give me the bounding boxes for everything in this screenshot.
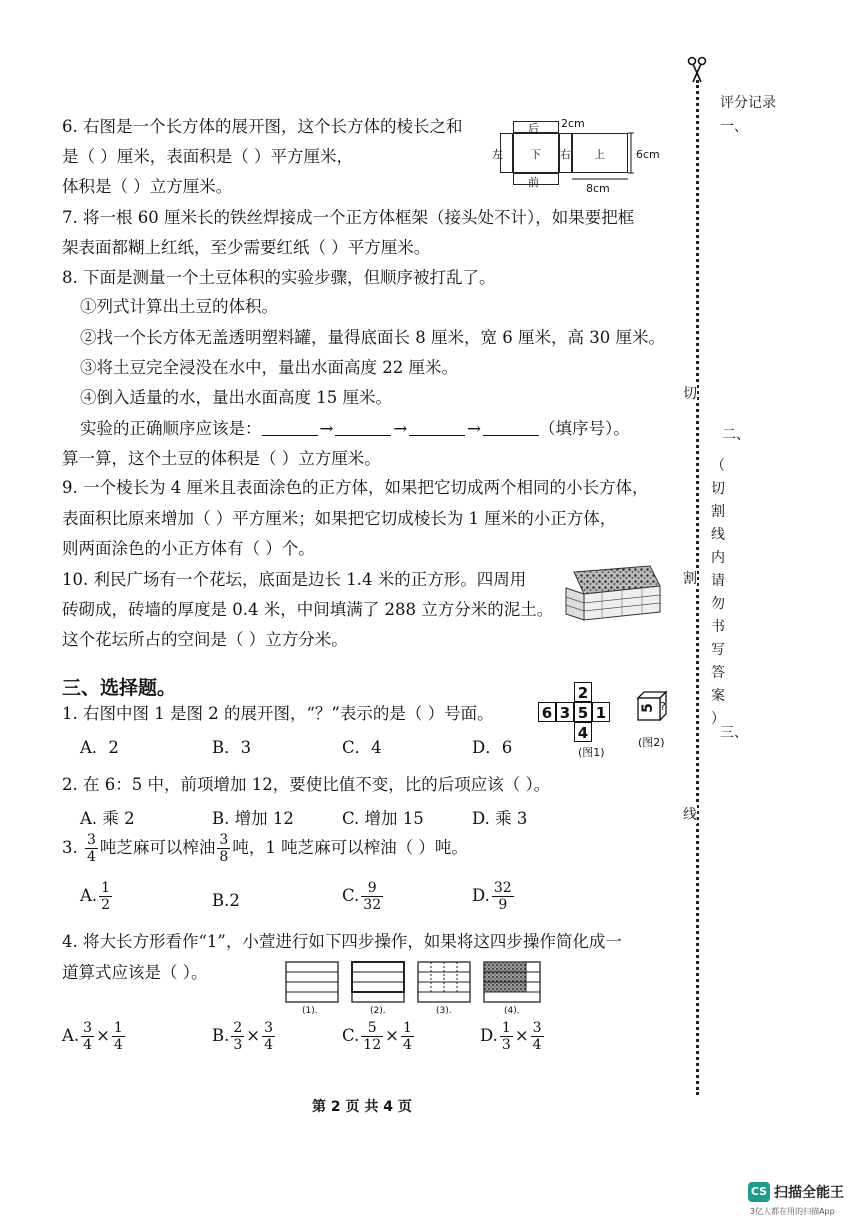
net-cell: 4 <box>574 722 592 742</box>
cut-label-2: 割 <box>683 568 697 588</box>
q8-step2: ②找一个长方体无盖透明塑料罐，量得底面长 8 厘米，宽 6 厘米，高 30 厘米。 <box>80 328 665 347</box>
flower-bed-image <box>562 562 662 624</box>
step-label-1: (1). <box>302 1006 318 1016</box>
net-cell: 2 <box>574 682 592 702</box>
c3-option-c: C. $\frac{9}{32}$ <box>342 880 382 913</box>
watermark-subtitle: 3亿人都在用的扫描App <box>750 1207 835 1216</box>
watermark-name: 扫描全能王 <box>774 1185 844 1201</box>
q6-line3: 体积是（ ）立方厘米。 <box>62 177 233 196</box>
q6-line2: 是（ ）厘米，表面积是（ ）平方厘米， <box>62 147 353 166</box>
c1-option-b: B．3 <box>212 738 252 757</box>
score-section-two: 二、 <box>722 427 750 443</box>
net-cell: 5 <box>574 702 592 722</box>
c2-option-d: D. 乘 3 <box>472 809 528 828</box>
q8-step1: ①列式计算出土豆的体积。 <box>80 297 278 316</box>
fig2-caption: (图2) <box>638 736 665 749</box>
q8-line1: 8. 下面是测量一个土豆体积的实验步骤，但顺序被打乱了。 <box>62 268 496 287</box>
cube-face-question: ? <box>660 700 666 713</box>
q9-line3: 则两面涂色的小正方体有（ ）个。 <box>62 539 315 558</box>
step-label-2: (2). <box>370 1006 386 1016</box>
c3-option-b: B.2 <box>212 891 240 910</box>
rect-step-diagrams <box>284 960 544 1020</box>
c4-option-b: B. $\frac{2}{3}$ × $\frac{3}{4}$ <box>212 1020 274 1053</box>
score-section-three: 三、 <box>720 725 748 741</box>
c4-line1: 4. 将大长方形看作“1”，小萱进行如下四步操作，如果将这四步操作简化成一 <box>62 932 622 951</box>
c4-line2: 道算式应该是（ ）。 <box>62 963 208 982</box>
q8-order-line: 实验的正确顺序应该是： → → → （填序号）。 <box>80 419 630 438</box>
cs-logo-icon: CS <box>748 1182 770 1202</box>
q10-line2: 砖砌成，砖墙的厚度是 0.4 米，中间填满了 288 立方分米的泥土。 <box>62 600 554 619</box>
q8-calc-line: 算一算，这个土豆的体积是（ ）立方厘米。 <box>62 449 381 468</box>
net-face-left: 左 <box>492 148 503 161</box>
cut-line-notice: （ 切 割 线 内 请 勿 书 写 答 案 ） <box>711 458 725 727</box>
c3-option-d: D. $\frac{32}{9}$ <box>472 880 512 913</box>
q7-line1: 7. 将一根 60 厘米长的铁丝焊接成一个正方体框架（接头处不计），如果要把框 <box>62 208 635 227</box>
score-section-one: 一、 <box>720 119 748 135</box>
c2-option-a: A. 乘 2 <box>80 809 135 828</box>
score-record-title: 评分记录 <box>720 95 776 111</box>
c2-stem: 2. 在 6：5 中，前项增加 12，要使比值不变，比的后项应该（ ）。 <box>62 775 551 794</box>
q7-line2: 架表面都糊上红纸，至少需要红纸（ ）平方厘米。 <box>62 238 431 257</box>
c4-option-d: D. $\frac{1}{3}$ × $\frac{3}{4}$ <box>480 1020 542 1053</box>
net-face-front: 前 <box>528 176 539 189</box>
net-dim-2cm: 2cm <box>561 117 585 130</box>
section-three-title: 三、选择题。 <box>62 677 177 699</box>
fig1-caption: (图1) <box>578 746 605 759</box>
cube-net-figure <box>538 682 628 762</box>
q8-step4: ④倒入适量的水，量出水面高度 15 厘米。 <box>80 388 392 407</box>
c4-option-c: C. $\frac{5}{12}$ × $\frac{1}{4}$ <box>342 1020 412 1053</box>
c2-option-c: C. 增加 15 <box>342 809 424 828</box>
c1-option-d: D．6 <box>472 738 513 757</box>
c2-option-b: B. 增加 12 <box>212 809 294 828</box>
c1-option-c: C．4 <box>342 738 382 757</box>
step-label-3: (3). <box>436 1006 452 1016</box>
cube-face-five: 5 <box>639 703 656 713</box>
net-face-top: 上 <box>594 148 605 161</box>
net-dim-8cm: 8cm <box>586 182 610 195</box>
cut-label-3: 线 <box>683 804 697 824</box>
page-footer: 第 2 页 共 4 页 <box>312 1099 412 1115</box>
c3-stem: 3. $\frac{3}{4}$ 吨芝麻可以榨油 $\frac{3}{8}$ 吨，1 吨芝麻可以榨油（ ）吨。 <box>62 832 468 865</box>
cuboid-net-figure <box>490 114 670 196</box>
net-dim-6cm: 6cm <box>636 148 660 161</box>
net-cell: 6 <box>538 702 556 722</box>
q10-line1: 10. 利民广场有一个花坛，底面是边长 1.4 米的正方形。四周用 <box>62 570 527 589</box>
net-face-bottom: 下 <box>530 148 541 161</box>
q6-line1: 6. 右图是一个长方体的展开图，这个长方体的棱长之和 <box>62 117 463 136</box>
fraction: $\frac{3}{4}$ <box>87 832 96 865</box>
scanner-watermark <box>748 1180 866 1224</box>
net-cell: 1 <box>592 702 610 722</box>
q10-line3: 这个花坛所占的空间是（ ）立方分米。 <box>62 630 348 649</box>
step-label-4: (4). <box>504 1006 520 1016</box>
c4-option-a: A. $\frac{3}{4}$ × $\frac{1}{4}$ <box>62 1020 123 1053</box>
net-cell: 3 <box>556 702 574 722</box>
c1-option-a: A．2 <box>80 738 119 757</box>
fraction: $\frac{3}{8}$ <box>219 832 229 865</box>
c3-option-a: A. $\frac{1}{2}$ <box>80 880 111 913</box>
c1-stem: 1. 右图中图 1 是图 2 的展开图，“？”表示的是（ ）号面。 <box>62 704 494 723</box>
net-face-right: 右 <box>560 148 571 161</box>
cube-figure <box>636 690 672 750</box>
net-face-back: 后 <box>528 122 539 135</box>
cut-label-1: 切 <box>683 383 697 403</box>
q9-line1: 9. 一个棱长为 4 厘米且表面涂色的正方体，如果把它切成两个相同的小长方体， <box>62 478 649 497</box>
q9-line2: 表面积比原来增加（ ）平方厘米；如果把它切成棱长为 1 厘米的小正方体， <box>62 509 617 528</box>
q8-step3: ③将土豆完全浸没在水中，量出水面高度 22 厘米。 <box>80 358 458 377</box>
